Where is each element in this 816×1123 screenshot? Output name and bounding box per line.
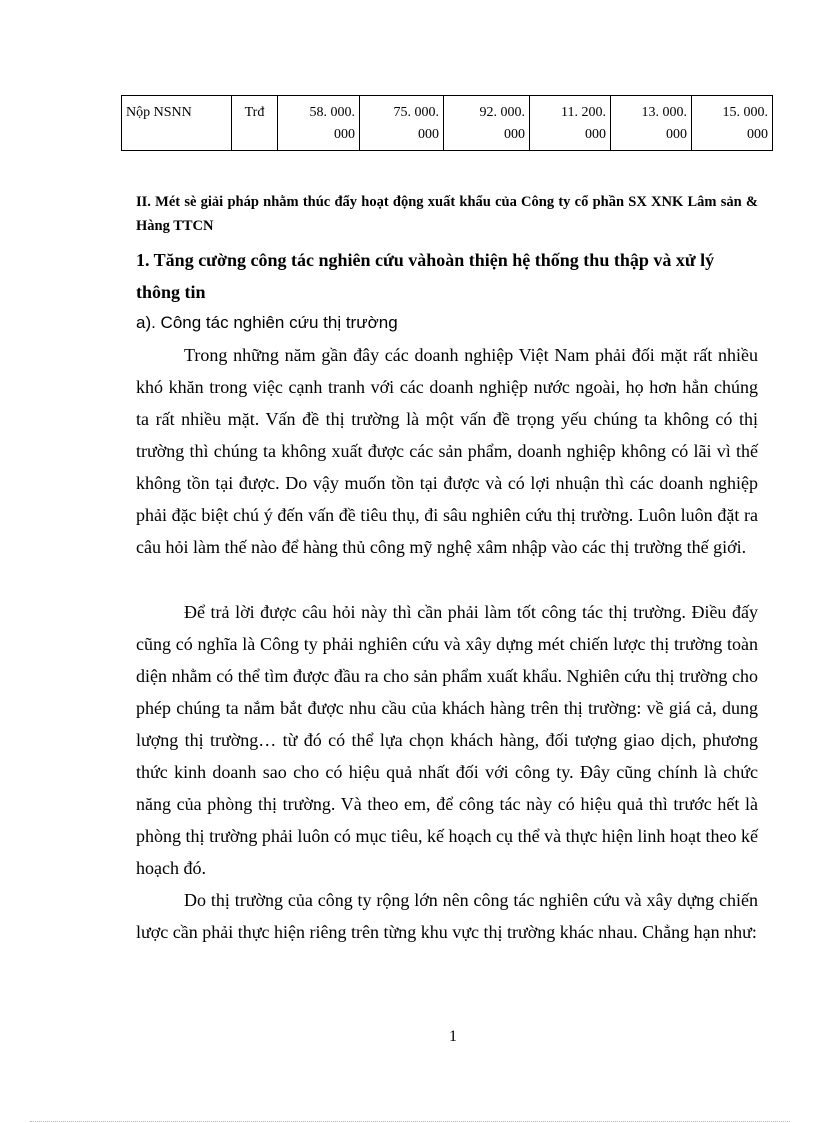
table-cell: 13. 000. 000 xyxy=(611,96,692,151)
row-unit: Trđ xyxy=(232,96,278,151)
table-cell: 75. 000. 000 xyxy=(360,96,444,151)
table-row xyxy=(122,96,773,151)
paragraph: Để trả lời được câu hỏi này thì cần phải làm tốt công tác thị trường. Điều đấy cũng có nghĩa là Công ty phải nghiên cứu và xây dựng mét chiến lược thị trường toàn diện nhằm có thể tìm được đầu ra cho sản phẩm xuất khẩu. Nghiên cứu thị trường cho phép chúng ta nắm bắt được nhu cầu của khách hàng trên thị trường: về giá cả, dung lượng thị trường… từ đó có thể lựa chọn khách hàng, đối tượng giao dịch, phương thức kinh doanh sao cho có hiệu quả nhất đối với công ty. Đây cũng chính là chức năng của phòng thị trường. Và theo em, để công tác này có hiệu quả thì trước hết là phòng thị trường phải luôn có mục tiêu, kế hoạch cụ thể và thực hiện linh hoạt theo kế hoạch đó. xyxy=(136,602,758,878)
page-number: 1 xyxy=(449,1028,457,1045)
paragraph: Do thị trường của công ty rộng lớn nên công tác nghiên cứu và xây dựng chiến lược cần phải thực hiện riêng trên từng khu vực thị trường khác nhau. Chẳng hạn như: xyxy=(136,890,758,942)
table-cell: 58. 000. 000 xyxy=(278,96,360,151)
subsubsection-heading: a). Công tác nghiên cứu thị trường xyxy=(136,313,398,332)
data-table xyxy=(121,95,773,151)
row-label: Nộp NSNN xyxy=(122,96,232,151)
paragraph: Trong những năm gần đây các doanh nghiệp Việt Nam phải đối mặt rất nhiều khó khăn trong việc cạnh tranh với các doanh nghiệp nước ngoài, họ hơn hẳn chúng ta rất nhiều mặt. Vấn đề thị trường là một vấn đề trọng yếu chúng ta không có thị trường thì chúng ta không xuất được các sản phẩm, doanh nghiệp không có lãi vì thế không tồn tại được. Do vậy muốn tồn tại được và có lợi nhuận thì các doanh nghiệp phải đặc biệt chú ý đến vấn đề tiêu thụ, đi sâu nghiên cứu thị trường. Luôn luôn đặt ra câu hỏi làm thế nào để hàng thủ công mỹ nghệ xâm nhập vào các thị trường thế giới. xyxy=(136,345,758,557)
table-cell: 11. 200. 000 xyxy=(530,96,611,151)
page-divider xyxy=(30,1121,790,1122)
table-cell: 15. 000. 000 xyxy=(692,96,773,151)
section-heading: II. Mét sè giải pháp nhằm thúc đẩy hoạt động xuất khẩu của Công ty cổ phần SX XNK Lâm sản & Hàng TTCN xyxy=(136,194,758,234)
table-cell: 92. 000. 000 xyxy=(444,96,530,151)
subsection-heading: 1. Tăng cường công tác nghiên cứu vàhoàn thiện hệ thống thu thập và xử lý thông tin xyxy=(136,250,715,302)
